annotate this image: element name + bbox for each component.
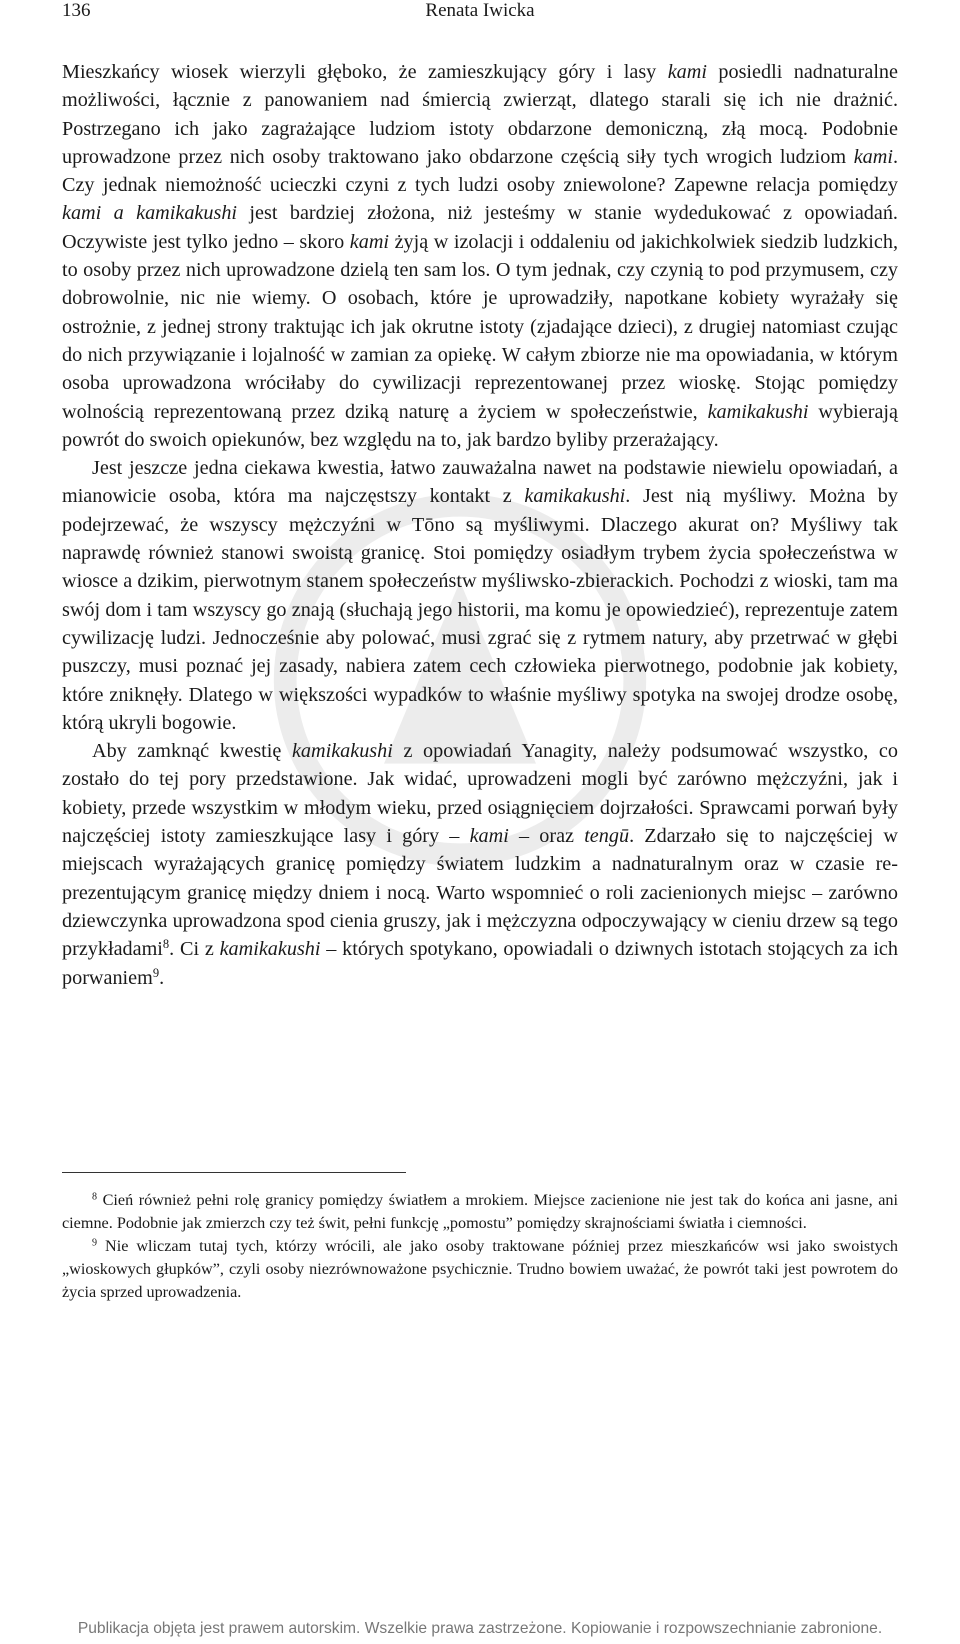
footnote-number: 8 [92,1191,98,1203]
italic-term: kami [349,230,390,253]
text-run: . Ci z [169,938,220,961]
italic-term: kamikakushi [524,485,626,508]
text-run: jest bardziej złożona, niż jesteśmy w stanie wydedukować z opowiadań. Oczywiste jest tylko jedno – skoro [62,202,898,253]
text-run: żyją w izolacji i oddaleniu od jakichkolwiek siedzib ludzkich, to osoby przez nich uprowadzone dzielą ten sam los. O tym jednak, czy czynią to pod przymusem, czy dobrowolnie, nic nie wiemy. O osobach, które je uprowadziły, napotkane kobiety wyrażały się ostrożnie, z jednej strony traktując ich jak okrutne istoty (zjadające dzieci), z drugiej natomiast czując do nich przywiązanie i lojalność w zamian za opiekę. W całym zbiorze nie ma opowiadania, w którym osoba uprowadzona wróciłaby do cywilizacji reprezentowanej przez wioskę. Stojąc pomiędzy wolnością reprezentowaną przez dziką naturę a życiem w społeczeństwie, [62,230,898,423]
footnote-text: Cień również pełni rolę granicy pomiędzy światłem a mrokiem. Miejsce zacienione nie jest tak do końca ani jasne, ani ciemne. Podobnie jak zmierzch czy też świt, pełni funkcję „pomostu” pomiędzy skrajnościami światła i ciemności. [62,1191,899,1232]
text-run: . Jest nią myśliwy. Można by podejrzewać, że wszyscy mężczyźni w Tōno są myśliwymi. Dlaczego akurat on? Myśliwy tak naprawdę również stanowi swoistą granicę. Stoi pomiędzy osiadłym trybem życia społeczeństwa w wiosce a dzikim, pierwotnym stanem społeczeństw myśliwsko-zbierackich. Pochodzi z wioski, tam ma swój dom i tam wszyscy go znają (słuchają jego historii, ma komu je opowiedzieć), reprezentuje zatem cywilizację ludzi. Jednocześnie aby polować, musi zgrać się z rytmem natury, aby przetrwać w głębi puszczy, musi poznać jej zasady, nabiera zatem cech człowieka pierwotnego, podobnie jak kobiety, które zniknęły. Dlatego w większości wypadków to właśnie myśliwy spotyka na swojej drodze osobę, którą ukryli bogowie. [62,485,898,734]
text-run: Mieszkańcy wiosek wierzyli głęboko, że zamieszkujący góry i lasy [62,61,668,83]
footnote-text: Nie wliczam tutaj tych, którzy wrócili, ale jako osoby traktowane później przez mieszkańców wsi jako swoistych „wioskowych głupków”, czyli osoby niezrównoważone psychicznie. Trudno bowiem uważać, że powrót taki jest powrotem do życia sprzed uprowadzenia. [62,1237,899,1301]
text-run: z opowiadań Yanagity, należy podsumować wszystko, co zostało do tej pory przedstawione. Jak widać, uprowadzeni mogli być zarówno mężczyźni, jak i kobiety, przede wszystkim w młodym wieku, przed osiągnięciem dojrzałości. Sprawcami porwań były najczęściej istoty zamieszkujące lasy i góry – [62,740,898,848]
text-run: – oraz [508,825,585,848]
text-run: – których spotykano, opowiadali o dziwnych istotach stojących za ich porwaniem [62,938,898,989]
paragraph [62,58,898,454]
italic-term: kami [469,825,509,848]
paragraph [62,737,898,992]
text-run: posiedli nadnaturalne możliwości, łącznie z panowaniem nad śmiercią zwierząt, dlatego starali się ich nie drażnić. Postrzegano ich jako zagrażające ludziom istoty obdarzone demoniczną, złą mocą. Podobnie uprowadzone przez nich osoby traktowano jako obdarzone częścią siły tych wrogich ludziom [62,61,898,168]
italic-term: tengū [584,825,630,848]
paragraph [62,454,898,737]
page-number: 136 [62,0,91,21]
text-run: Jest jeszcze jedna ciekawa kwestia, łatwo zauważalna nawet na podstawie niewielu opowiadań, a mianowicie osoba, która ma najczęstszy kontakt z [62,457,898,508]
text-run: Aby zamknąć kwestię [92,740,292,763]
italic-term: kamikakushi [219,938,321,961]
italic-term: kami a kamikakushi [62,202,238,225]
footnote [62,1189,898,1235]
footnote-number: 9 [92,1237,98,1249]
footnote-ref: 8 [162,937,170,952]
italic-term: kamikakushi [291,740,393,763]
running-head: Renata Iwicka [425,0,535,21]
footnote-ref: 9 [152,965,160,980]
body-text [62,58,898,992]
text-run: wybierają powrót do swoich opiekunów, bez względu na to, jak bardzo byliby przerażający. [62,400,898,451]
copyright-watermark: Publikacja objęta jest prawem autorskim. Wszelkie prawa zastrzeżone. Kopiowanie i rozpowszechnianie zabronione. [77,1620,883,1637]
footnote-separator [62,1172,406,1173]
footnotes [62,1189,898,1304]
italic-term: kami [853,145,893,168]
text-run: . Czy jednak niemożność ucieczki czyni z tych ludzi osoby zniewolone? Zapewne relacja pomiędzy [62,145,898,197]
italic-term: kamikakushi [707,400,809,423]
text-run: . Zdarzało się to najczęściej w miejscach wyrażających granicę pomiędzy światem ludzkim a nadnaturalnym oraz w czasie reprezentującym granicę między dniem i nocą. Warto wspomnieć o roli zacienionych miejsc – zarówno dziewczynka uprowadzona spod cienia gruszy, jak i mężczyzna odpoczywający w cieniu drzew są tego przykładami [62,825,898,961]
italic-term: kami [667,61,707,83]
text-run: . [159,966,165,989]
footnote [62,1235,898,1304]
page-header [62,0,898,22]
